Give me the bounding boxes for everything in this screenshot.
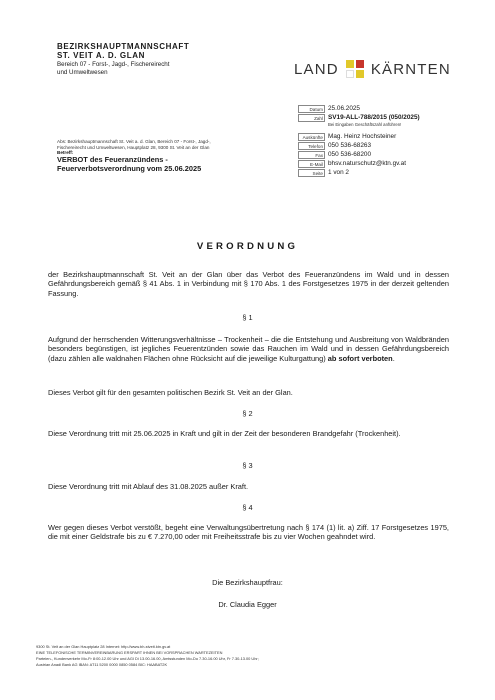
carinthia-mark-icon <box>346 60 364 78</box>
section-3-paragraph: Diese Verordnung tritt mit Ablauf des 31.08.2025 außer Kraft. <box>48 482 249 491</box>
footer-appointment-note: EINE TELEFONISCHE TERMINVEREINBARUNG ERSPART IHNEN BEI VORSPRACHEN WARTEZEITEN <box>36 650 223 655</box>
subject-line2: Feuerverbotsverordnung vom 25.06.2025 <box>57 164 202 173</box>
telefon-value: 050 536-68263 <box>328 142 371 149</box>
logo-word-kaernten: KÄRNTEN <box>370 60 451 78</box>
auskunft-value: Mag. Heinz Hochsteiner <box>328 133 397 140</box>
email-label: E-Mail <box>298 160 325 168</box>
land-kaernten-logo <box>294 58 464 80</box>
authority-department: Bereich 07 - Forst-, Jagd-, Fischereirecht und Umweltwesen <box>57 61 170 76</box>
signer-name: Dr. Claudia Egger <box>218 600 277 609</box>
section-4-paragraph: Wer gegen dieses Verbot verstößt, begeht eine Verwaltungsübertretung nach § 174 (1) lit. a) Ziff. 17 Forstgesetzes 1975, die mit einer Geldstrafe bis zu € 7.270,00 oder mit Freiheitsstrafe bis zu vier Wochen geahndet wird. <box>48 523 449 542</box>
section-1-scope: Dieses Verbot gilt für den gesamten politischen Bezirk St. Veit an der Glan. <box>48 388 293 397</box>
subject-label: Betreff: <box>57 150 74 155</box>
intro-paragraph: der Bezirkshauptmannschaft St. Veit an der Glan über das Verbot des Feueranzündens im Wald und in dessen Gefährdungsbereich gemäß § 41 Abs. 1 in Verbindung mit § 170 Abs. 1 des Forstgesetzes 1975 in der derzeit geltenden Fassung. <box>48 270 449 298</box>
datum-value: 25.06.2025 <box>328 105 360 112</box>
seite-value: 1 von 2 <box>328 169 349 176</box>
authority-block <box>57 42 257 76</box>
email-value: bhsv.naturschutz@ktn.gv.at <box>328 160 407 167</box>
section-4-heading: § 4 <box>242 503 253 512</box>
fax-label: Fax <box>298 151 325 159</box>
footer-office-hours: Parteien-, Kundenverkehr Mo-Fr 8:00-12.00 Uhr und AGI Di 13.00-16.00, Amtsstunden Mo-Do 7.30-16.00 Uhr, Fr 7.30-13.00 Uhr; <box>36 656 259 661</box>
closing-line: Die Bezirkshauptfrau: <box>212 578 283 587</box>
zahl-value: SV19-ALL-788/2015 (050/2025) <box>328 114 420 121</box>
section-2-heading: § 2 <box>242 409 253 418</box>
auskunft-label: Auskünfte <box>298 133 325 141</box>
footer-bank: Austrian Anadi Bank AG IBAN: AT11 5200 0000 0850 0584 BIC: HAABAT2K <box>36 662 168 667</box>
datum-label: Datum <box>298 105 325 113</box>
logo-word-land: LAND <box>294 60 339 78</box>
section-3-heading: § 3 <box>242 461 253 470</box>
section-1-paragraph: Aufgrund der herrschenden Witterungsverhältnisse – Trockenheit – die die Entstehung und Ausbreitung von Waldbränden besonders begünstigen, ist jegliches Feuerentzünden sowie das Rauchen im Wald und in dessen Gefährdungsbereich (dazu zählen alle waldnahen Flächen ohne Rücksicht auf die jeweilige Kulturgattung) ab sofort verboten. <box>48 335 449 363</box>
authority-location: ST. VEIT A. D. GLAN <box>57 51 145 60</box>
meta-row-auskunft <box>298 133 468 141</box>
subject-block <box>57 150 277 173</box>
authority-name: BEZIRKSHAUPTMANNSCHAFT <box>57 42 190 51</box>
telefon-label: Telefon <box>298 142 325 150</box>
zahl-label: Zahl <box>298 114 325 122</box>
meta-row-seite <box>298 169 468 177</box>
meta-row-datum <box>298 105 468 113</box>
section-2-paragraph: Diese Verordnung tritt mit 25.06.2025 in Kraft und gilt in der Zeit der besonderen Brandgefahr (Trockenheit). <box>48 429 401 438</box>
document-title: VERORDNUNG <box>196 241 299 252</box>
meta-table <box>298 105 468 178</box>
subject-line1: VERBOT des Feueranzündens - <box>57 155 168 164</box>
footer-address: 9300 St. Veit an der Glan Hauptplatz 28 Internet: http://www.bh-stveit.ktn.gv.at <box>36 644 171 649</box>
fax-value: 050 536-68200 <box>328 151 371 158</box>
meta-row-zahl <box>298 114 468 122</box>
ban-emphasis: ab sofort verboten <box>327 353 393 363</box>
meta-row-email <box>298 160 468 168</box>
section-1-heading: § 1 <box>242 313 253 322</box>
sender-line: Abs: Bezirkshauptmannschaft St. Veit a. d. Glan, Bereich 07 - Forst-, Jagd-, Fischereirecht und Umweltwesen, Hauptplatz 28, 9300 St. Veit an der Glan <box>57 139 211 150</box>
footer <box>36 644 466 668</box>
seite-label: Seite <box>298 169 325 177</box>
meta-row-fax <box>298 151 468 159</box>
meta-row-telefon <box>298 142 468 150</box>
zahl-note: Bei Eingaben Geschäftszahl anführen! <box>328 122 402 127</box>
